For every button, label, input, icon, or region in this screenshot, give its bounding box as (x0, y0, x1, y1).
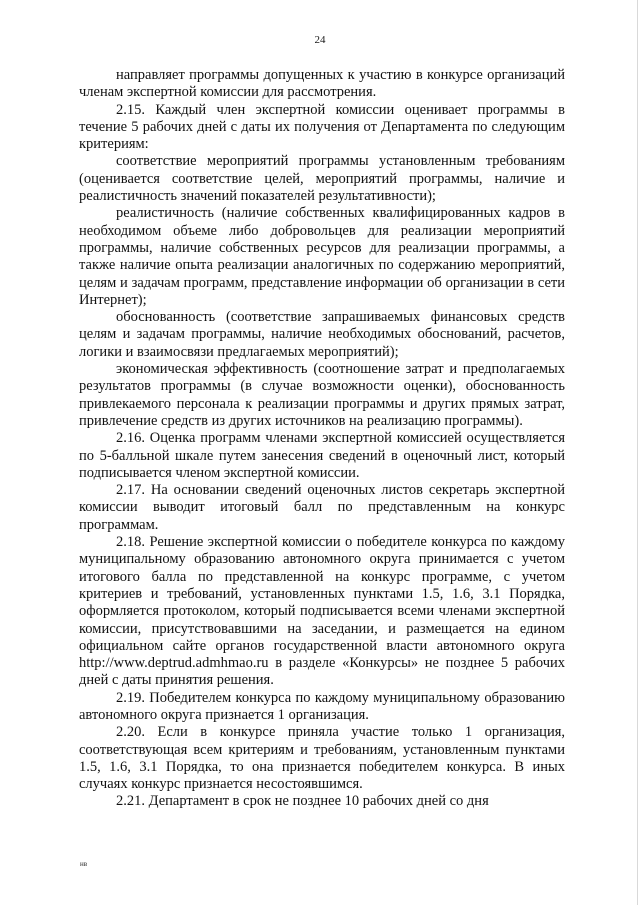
paragraph-criterion-efficiency: экономическая эффективность (соотношение затрат и предполагаемых результатов программы (в случае возможности оценки), обоснованность привлекаемого персонала к реализации программы и других прямых затрат, привлечение средств из других источников на реализацию программы). (79, 361, 565, 429)
paragraph-2-19: 2.19. Победителем конкурса по каждому муниципальному образованию автономного округа признается 1 организация. (79, 689, 565, 723)
page-number: 24 (314, 34, 326, 46)
footer-initials: нв (80, 860, 88, 868)
paragraph-2-17: 2.17. На основании сведений оценочных листов секретарь экспертной комиссии выводит итоговый балл по представленным на конкурс программам. (79, 482, 565, 533)
page-edge (637, 0, 638, 905)
paragraph-2-16: 2.16. Оценка программ членами экспертной комиссией осуществляется по 5-балльной шкале путем занесения сведений в оценочный лист, который подписывается членом экспертной комиссии. (79, 430, 565, 481)
paragraph-2-20: 2.20. Если в конкурсе приняла участие только 1 организация, соответствующая всем критериям и требованиям, установленным пунктами 1.5, 1.6, 3.1 Порядка, то она признается победителем конкурса. В иных случаях конкурс признается несостоявшимся. (79, 724, 565, 793)
paragraph-continuation: направляет программы допущенных к участию в конкурсе организаций членам экспертной комиссии для рассмотрения. (79, 67, 565, 101)
document-body (79, 67, 565, 811)
paragraph-criterion-compliance: соответствие мероприятий программы установленным требованиям (оценивается соответствие целей, мероприятий программы, наличие и реалистичность значений показателей результативности); (79, 153, 565, 205)
paragraph-2-21: 2.21. Департамент в срок не позднее 10 рабочих дней со дня (116, 793, 489, 810)
paragraph-2-18: 2.18. Решение экспертной комиссии о победителе конкурса по каждому муниципальному образованию автономного округа принимается с учетом итогового балла по представленной на конкурс программе, с учетом критериев и требований, установленных пунктами 1.5, 1.6, 3.1 Порядка, оформляется протоколом, который подписывается всеми членами экспертной комиссии, присутствовавшими на заседании, и размещается на едином официальном сайте органов государственной власти автономного округа http://www.deptrud.admhmao.ru в разделе «Конкурсы» не позднее 5 рабочих дней с даты принятия решения. (79, 534, 565, 689)
paragraph-2-15: 2.15. Каждый член экспертной комиссии оценивает программы в течение 5 рабочих дней с даты их получения от Департамента по следующим критериям: (79, 101, 565, 153)
paragraph-criterion-justification: обоснованность (соответствие запрашиваемых финансовых средств целям и задачам программы, наличие необходимых обоснований, расчетов, логики и взаимосвязи предлагаемых мероприятий); (79, 309, 565, 360)
paragraph-criterion-realism: реалистичность (наличие собственных квалифицированных кадров в необходимом объеме либо добровольцев для реализации мероприятий программы, наличие собственных ресурсов для реализации программы, а также наличие опыта реализации аналогичных по содержанию мероприятий, целям и задачам программ, представление информации об организации в сети Интернет); (79, 205, 565, 308)
